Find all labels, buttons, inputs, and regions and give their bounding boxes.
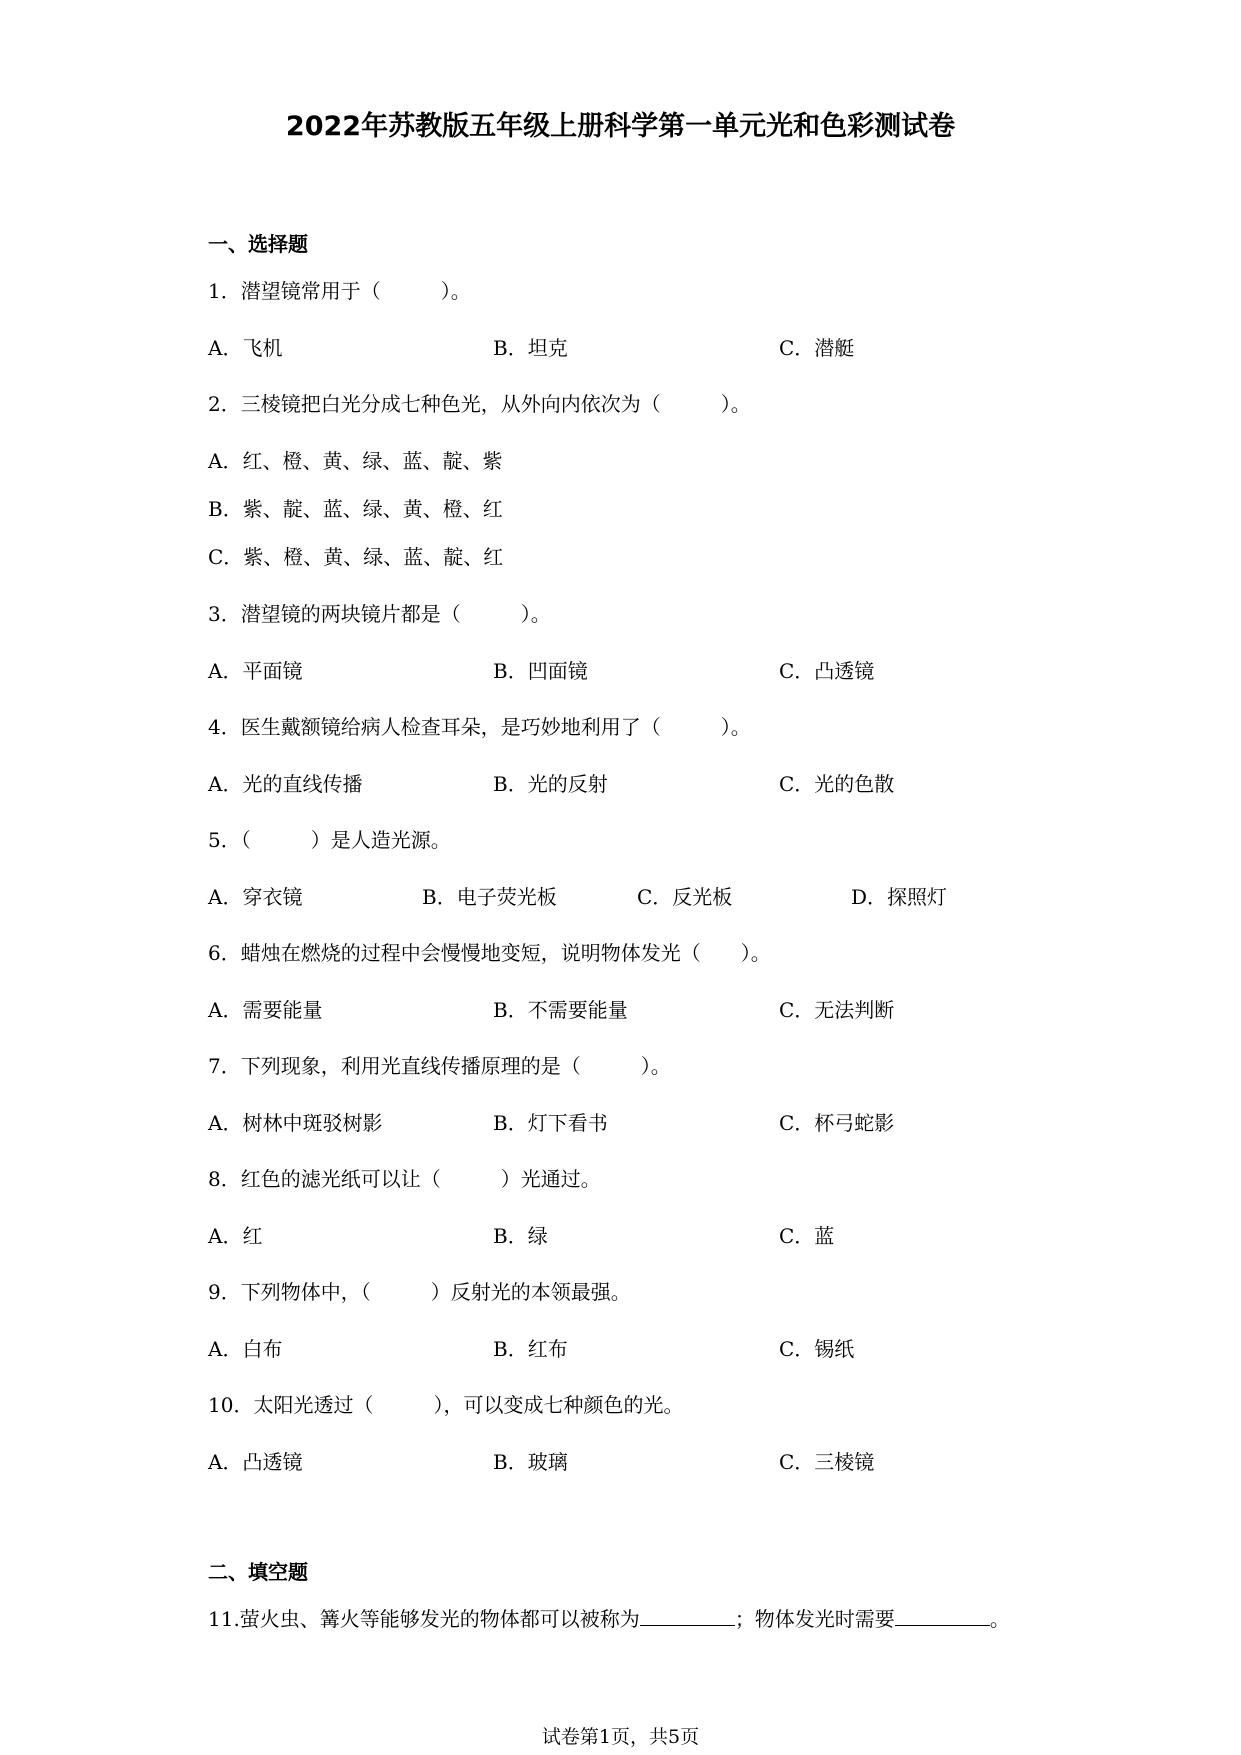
- question-4-option-c: C．光的色散: [779, 772, 895, 796]
- question-6-option-a: A．需要能量: [208, 998, 323, 1022]
- section-heading-fill: 二、填空题: [208, 1560, 308, 1584]
- answer-blank-1[interactable]: [640, 1607, 735, 1626]
- question-2: 2．三棱镜把白光分成七种色光，从外向内依次为（ ）。: [208, 392, 751, 416]
- question-10-option-c: C．三棱镜: [779, 1450, 875, 1474]
- question-9: 9．下列物体中，（ ）反射光的本领最强。: [208, 1280, 631, 1304]
- question-11-text-2: ；物体发光时需要: [734, 1607, 895, 1631]
- question-2-option-a: A．红、橙、黄、绿、蓝、靛、紫: [208, 449, 503, 473]
- question-3-option-b: B．凹面镜: [493, 659, 588, 683]
- question-3-option-c: C．凸透镜: [779, 659, 875, 683]
- question-11: [208, 1603, 1010, 1632]
- question-3-option-a: A．平面镜: [208, 659, 303, 683]
- question-11-text-3: 。: [989, 1607, 1010, 1631]
- question-3: 3．潜望镜的两块镜片都是（ ）。: [208, 602, 551, 626]
- question-7-option-a: A．树林中斑驳树影: [208, 1111, 383, 1135]
- answer-blank-2[interactable]: [895, 1607, 990, 1626]
- question-1-option-a: A．飞机: [208, 336, 283, 360]
- question-4-option-a: A．光的直线传播: [208, 772, 363, 796]
- question-8-option-a: A．红: [208, 1224, 263, 1248]
- question-5-option-a: A．穿衣镜: [208, 885, 303, 909]
- page-title: 2022年苏教版五年级上册科学第一单元光和色彩测试卷: [285, 111, 956, 142]
- question-9-option-a: A．白布: [208, 1337, 283, 1361]
- question-7-option-c: C．杯弓蛇影: [779, 1111, 895, 1135]
- question-8-option-b: B．绿: [493, 1224, 548, 1248]
- question-10-option-a: A．凸透镜: [208, 1450, 303, 1474]
- section-heading-choice: 一、选择题: [208, 232, 308, 256]
- question-1-option-b: B．坦克: [493, 336, 568, 360]
- question-2-option-b: B．紫、靛、蓝、绿、黄、橙、红: [208, 497, 503, 521]
- question-9-option-c: C．锡纸: [779, 1337, 855, 1361]
- question-9-option-b: B．红布: [493, 1337, 568, 1361]
- question-4-option-b: B．光的反射: [493, 772, 608, 796]
- question-8-option-c: C．蓝: [779, 1224, 835, 1248]
- question-7: 7．下列现象，利用光直线传播原理的是（ ）。: [208, 1054, 671, 1078]
- question-4: 4．医生戴额镜给病人检查耳朵，是巧妙地利用了（ ）。: [208, 715, 751, 739]
- question-6: 6．蜡烛在燃烧的过程中会慢慢地变短，说明物体发光（ ）。: [208, 941, 771, 965]
- question-5-option-b: B．电子荧光板: [422, 885, 557, 909]
- question-8: 8．红色的滤光纸可以让（ ）光通过。: [208, 1167, 601, 1191]
- page-footer: 试卷第1页，共5页: [541, 1726, 700, 1748]
- question-1: 1．潜望镜常用于（ ）。: [208, 279, 471, 303]
- question-6-option-c: C．无法判断: [779, 998, 895, 1022]
- question-7-option-b: B．灯下看书: [493, 1111, 608, 1135]
- question-2-option-c: C．紫、橙、黄、绿、蓝、靛、红: [208, 545, 504, 569]
- question-1-option-c: C．潜艇: [779, 336, 855, 360]
- question-11-text-1: 11.萤火虫、篝火等能够发光的物体都可以被称为: [208, 1607, 640, 1631]
- question-5-option-d: D．探照灯: [851, 885, 948, 909]
- question-10: 10．太阳光透过（ ），可以变成七种颜色的光。: [208, 1393, 684, 1417]
- question-5: 5．（ ）是人造光源。: [208, 828, 451, 852]
- question-10-option-b: B．玻璃: [493, 1450, 568, 1474]
- question-5-option-c: C．反光板: [637, 885, 733, 909]
- question-6-option-b: B．不需要能量: [493, 998, 628, 1022]
